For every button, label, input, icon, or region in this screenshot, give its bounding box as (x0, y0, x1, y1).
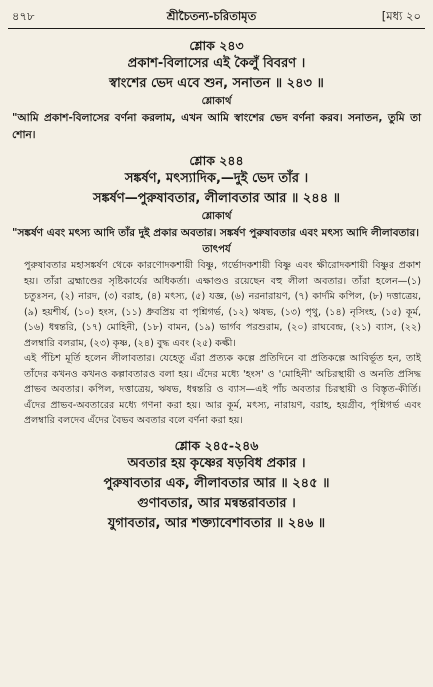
book-title: শ্রীচৈতন্য-চরিতামৃত (166, 8, 257, 23)
purport-paragraph: পুরুষাবতার মহাসঙ্কর্ষণ থেকে কারণোদকশায়ী বিষ্ণু, গর্ভোদকশায়ী বিষ্ণু এবং ক্ষীরোদকশায়ী বিষ্ণুর প্রকাশ হয়। তাঁরা ব্রহ্মাণ্ডের সৃষ্টিকার্যের অধিকর্তা। এক্ষাণ্ডও রয়েছেন বহু লীলা অবতার। তাঁরা হলেন—(১) চতুঃসন, (২) নারদ, (৩) বরাহ, (৪) মৎস্য, (৫) যজ্ঞ, (৬) নরনারায়ণ, (৭) কার্দমি কপিল, (৮) দত্তাত্রেয়, (৯) হয়শীর্ষ, (১০) হংস, (১১) ধ্রুবপ্রিয় বা পৃশ্নিগর্ভ, (১২) ঋষভ, (১৩) পৃথু, (১৪) নৃসিংহ, (১৫) কূর্ম, (১৬) ধন্বন্তরি, (১৭) মোহিনী, (১৮) বামন, (১৯) ভার্গব পরশুরাম, (২০) রাঘবেন্দ্র, (২১) ব্যাস, (২২) প্রলম্বারি বলরাম, (২৩) কৃষ্ণ, (২৪) বুদ্ধ এবং (২৫) কল্কী। (24, 260, 421, 349)
verse-title: শ্লোক ২৪৩ (189, 38, 244, 53)
verse-line: সঙ্কর্ষণ—পুরুষাবতার, লীলাবতার আর ॥ ২৪৪ ॥ (92, 191, 341, 206)
verse-title: শ্লোক ২৪৪ (189, 153, 244, 168)
verse-line: পুরুষাবতার এক, লীলাবতার আর ॥ ২৪৫ ॥ (103, 475, 330, 491)
verse-line: গুণাবতার, আর মন্বন্তরাবতার । (137, 495, 296, 511)
chapter-label: [মধ্য ২০ (381, 8, 421, 23)
translation-label: শ্লোকার্থ (201, 96, 232, 107)
verse-line: যুগাবতার, আর শক্ত্যাবেশাবতার ॥ ২৪৬ ॥ (107, 515, 326, 531)
translation-label: শ্লোকার্থ (201, 211, 232, 222)
purport-label: তাৎপর্য (202, 244, 231, 255)
verse-line: সঙ্কর্ষণ, মৎস্যাদিক,—দুই ভেদ তাঁর । (124, 171, 309, 186)
translation-text: "সঙ্কর্ষণ এবং মৎস্য আদি তাঁর দুই প্রকার অবতার। সঙ্কর্ষণ পুরুষাবতার এবং মৎস্য আদি লীলাবতার। (12, 227, 419, 239)
verse-line: অবতার হয় কৃষ্ণের ষড়বিধ প্রকার । (127, 455, 306, 471)
verse-title: শ্লোক ২৪৫-২৪৬ (174, 437, 259, 453)
running-header (8, 6, 425, 29)
translation-text: "আমি প্রকাশ-বিলাসের বর্ণনা করলাম, এখন আমি স্বাংশের ভেদ বর্ণনা করব। সনাতন, তুমি তা শোন। (12, 112, 421, 141)
page-number: ৪৭৮ (12, 8, 35, 23)
purport-paragraph: এই পঁচিশ মূর্তি হলেন লীলাবতার। যেহেতু এঁরা প্রত্যক কল্পে প্রতিদিনে বা প্রতিকল্পে আবির্ভূত হন, তাই তাঁদের কখনও কখনও কল্পাবতারও বলা হয়। এঁদের মধ্যে 'হংস' ও 'মোহিনী' অচিরস্থায়ী ও অনতি প্রসিদ্ধ প্রাভব অবতার। কপিল, দত্তাত্রেয়, ঋষভ, ধন্বন্তরি ও ব্যাস—এই পাঁচ অবতার চিরস্থায়ী ও বিস্তৃত-কীর্তি। এঁদের প্রাভব-অবতারের মধ্যে গণনা করা হয়। আর কূর্ম, মৎস্য, নারায়ণ, বরাহ, হয়গ্রীব, পৃশ্নিগর্ভ এবং প্রলম্বারি বলদেব এঁদের বৈভব অবতার বলে বর্ণনা করা হয়। (24, 353, 421, 426)
verse-line: স্বাংশের ভেদ এবে শুন, সনাতন ॥ ২৪৩ ॥ (109, 76, 324, 91)
purport-body (8, 258, 425, 429)
verse-line: প্রকাশ-বিলাসের এই কৈলুঁ বিবরণ । (127, 56, 306, 71)
